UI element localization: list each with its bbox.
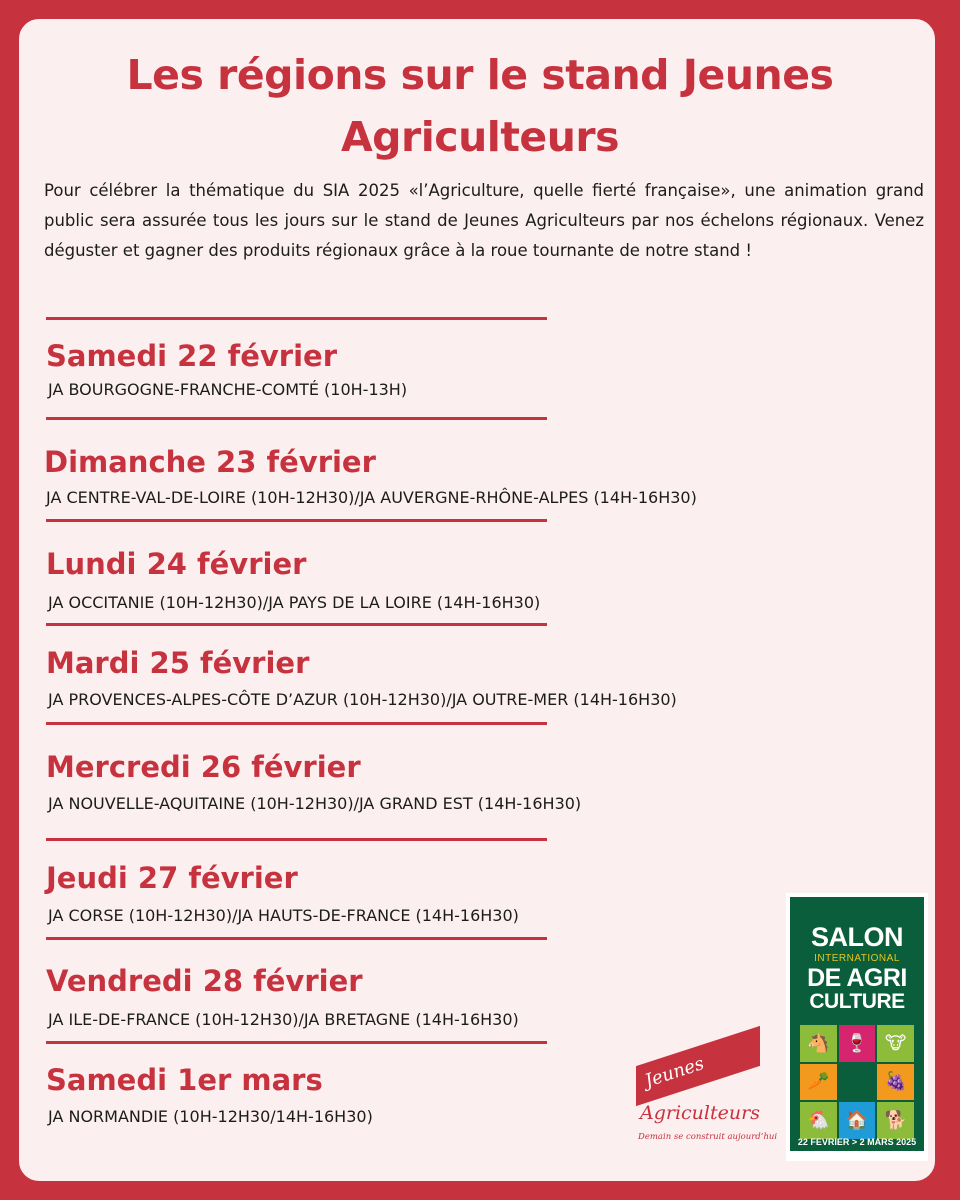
divider	[46, 623, 547, 626]
divider	[46, 838, 547, 841]
day-heading: Lundi 24 février	[46, 547, 307, 581]
sia-logo-de-agri: DE AGRI	[807, 964, 907, 992]
carrot-icon: 🥕	[800, 1064, 837, 1101]
day-heading: Samedi 1er mars	[46, 1063, 323, 1097]
day-slots: JA PROVENCES-ALPES-CÔTE D’AZUR (10H-12H30)/JA OUTRE-MER (14H-16H30)	[48, 690, 677, 709]
divider	[46, 317, 547, 320]
day-slots: JA NOUVELLE-AQUITAINE (10H-12H30)/JA GRAND EST (14H-16H30)	[48, 794, 582, 813]
day-heading: Dimanche 23 février	[44, 445, 376, 479]
day-heading: Vendredi 28 février	[46, 964, 363, 998]
day-slots: JA ILE-DE-FRANCE (10H-12H30)/JA BRETAGNE (14H-16H30)	[48, 1010, 519, 1029]
divider	[46, 937, 547, 940]
sia-logo-panel	[790, 897, 924, 1151]
ja-logo-agriculteurs: Agriculteurs	[640, 1102, 760, 1124]
divider	[46, 519, 547, 522]
sia-logo-icon-grid	[800, 1025, 914, 1139]
empty-tile	[839, 1064, 876, 1101]
wine-icon: 🍷	[839, 1025, 876, 1062]
horse-icon: 🐴	[800, 1025, 837, 1062]
dog-icon: 🐕	[877, 1102, 914, 1139]
day-slots: JA BOURGOGNE-FRANCHE-COMTÉ (10H-13H)	[48, 380, 408, 399]
grapes-icon: 🍇	[877, 1064, 914, 1101]
day-slots: JA CENTRE-VAL-DE-LOIRE (10H-12H30)/JA AUVERGNE-RHÔNE-ALPES (14H-16H30)	[46, 488, 697, 507]
ja-logo-tagline: Demain se construit aujourd’hui	[638, 1132, 778, 1142]
day-heading: Mardi 25 février	[46, 646, 310, 680]
chicken-icon: 🐔	[800, 1102, 837, 1139]
day-slots: JA CORSE (10H-12H30)/JA HAUTS-DE-FRANCE (14H-16H30)	[48, 906, 519, 925]
day-heading: Mercredi 26 février	[46, 750, 361, 784]
divider	[46, 1041, 547, 1044]
day-heading: Samedi 22 février	[46, 339, 337, 373]
sia-logo-salon: SALON	[811, 922, 903, 952]
divider	[46, 417, 547, 420]
intro-paragraph: Pour célébrer la thématique du SIA 2025 «l’Agriculture, quelle fierté française», une animation grand public sera assurée tous les jours sur le stand de Jeunes Agriculteurs par nos échelons régionaux. Venez déguster et gagner des produits régionaux grâce à la roue tournante de notre stand !	[44, 181, 924, 260]
sia-logo-dates: 22 FEVRIER > 2 MARS 2025	[797, 1137, 917, 1147]
greenhouse-icon: 🏠	[839, 1102, 876, 1139]
sia-logo-international: INTERNATIONAL	[814, 953, 900, 964]
jeunes-agriculteurs-logo	[624, 1040, 778, 1160]
divider	[46, 722, 547, 725]
ja-logo-jeunes: Jeunes	[642, 1053, 707, 1092]
sia-logo-culture: CULTURE	[809, 990, 905, 1013]
day-slots: JA NORMANDIE (10H-12H30/14H-16H30)	[48, 1107, 373, 1126]
salon-agriculture-logo	[786, 893, 928, 1161]
page-title: Les régions sur le stand Jeunes Agriculteurs	[126, 51, 834, 161]
day-slots: JA OCCITANIE (10H-12H30)/JA PAYS DE LA LOIRE (14H-16H30)	[48, 593, 541, 612]
cow-icon: 🐮	[877, 1025, 914, 1062]
day-heading: Jeudi 27 février	[46, 861, 298, 895]
